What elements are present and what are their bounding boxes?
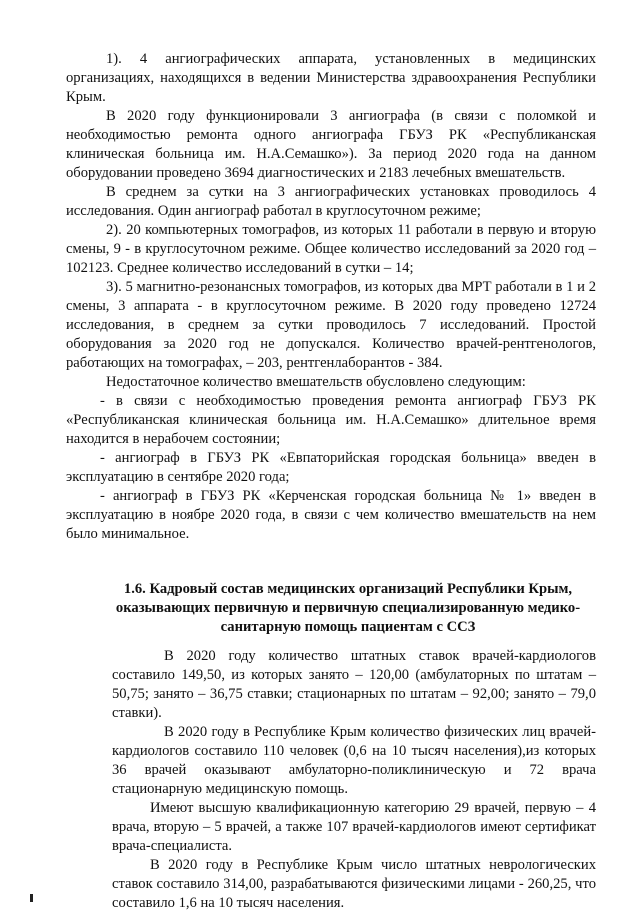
paragraph-angiographs: 1). 4 ангиографических аппарата, установленных в медицинских организациях, находящихся в ведении Министерства здравоохранения Республики Крым. (66, 51, 596, 105)
scan-mark-left (30, 894, 33, 902)
paragraph-neurology-rates: В 2020 году в Республике Крым число штатных неврологических ставок составило 314,00, разрабатываются физическими лицами - 260,25, что составило 1,6 на 10 тысяч населения. (112, 857, 596, 911)
section-body (66, 647, 596, 913)
list-item-evpatoria: - ангиограф в ГБУЗ РК «Евпаторийская городская больница» введен в эксплуатацию в сентябре 2020 года; (66, 450, 596, 485)
paragraph-insufficient: Недостаточное количество вмешательств обусловлено следующим: (106, 374, 526, 390)
list-item-kerch: - ангиограф в ГБУЗ РК «Керченская городская больница № 1» введен в эксплуатацию в ноябре 2020 года, в связи с чем количество вмешательств на нем было минимальное. (66, 488, 596, 542)
paragraph-mri: 3). 5 магнитно-резонансных томографов, из которых два МРТ работали в 1 и 2 смены, 3 аппарата - в круглосуточном режиме. В 2020 году проведено 12724 исследования, в среднем за сутки проводилось 7 исследований. Простой оборудования за 2020 год не допускался. Количество врачей-рентгенологов, работающих на томографах, – 203, рентгенлаборантов - 384. (66, 279, 596, 371)
paragraph-cardiologist-rates: В 2020 году количество штатных ставок врачей-кардиологов составило 149,50, из которых занято – 120,00 (амбулаторных по штатам – 50,75; занято – 36,75 ставки; стационарных по штатам – 92,00; занято – 79,0 ставки). (112, 648, 596, 721)
paragraph-angiograph-operation: В 2020 году функционировали 3 ангиографа (в связи с поломкой и необходимостью ремонта одного ангиографа ГБУЗ РК «Республиканская клиническая больница им. Н.А.Семашко»). За период 2020 года на данном оборудовании проведено 3694 диагностических и 2183 лечебных вмешательств. (66, 108, 596, 181)
paragraph-ct: 2). 20 компьютерных томографов, из которых 11 работали в первую и вторую смены, 9 - в круглосуточном режиме. Общее количество исследований за 2020 год – 102123. Среднее количество исследований в сутки – 14; (66, 222, 596, 276)
section-heading: 1.6. Кадровый состав медицинских организаций Республики Крым, оказывающих первичную и первичную специализированную медико-санитарную помощь пациентам с ССЗ (115, 581, 581, 635)
document-page (66, 50, 596, 913)
paragraph-average-per-day: В среднем за сутки на 3 ангиографических установках проводилось 4 исследования. Один ангиограф работал в круглосуточном режиме; (66, 184, 596, 219)
paragraph-cardiologist-count: В 2020 году в Республике Крым количество физических лиц врачей-кардиологов составило 110 человек (0,6 на 10 тысяч населения),из которых 36 врачей оказывают амбулаторно-поликлиническую и 72 врача стационарную медицинскую помощь. (112, 724, 596, 797)
paragraph-qualification: Имеют высшую квалификационную категорию 29 врачей, первую – 4 врача, вторую – 5 врачей, а также 107 врачей-кардиологов имеют сертификат врача-специалиста. (112, 800, 596, 854)
list-item-repair: - в связи с необходимостью проведения ремонта ангиограф ГБУЗ РК «Республиканская клиническая больница им. Н.А.Семашко» длительное время находится в нерабочем состоянии; (66, 393, 596, 447)
